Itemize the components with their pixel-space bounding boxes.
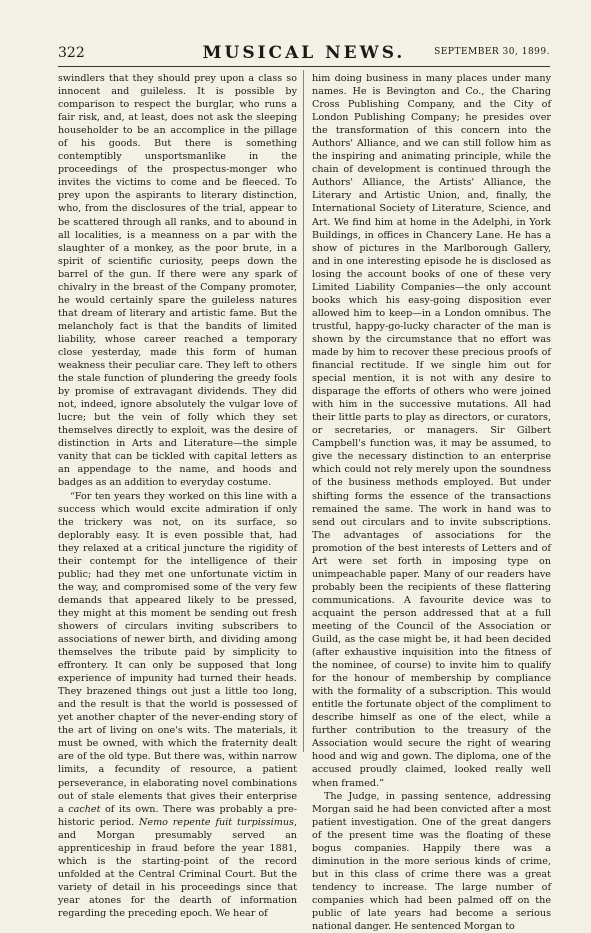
left-paragraph-1: swindlers that they should prey upon a class so innocent and guileless. It is possible by comparison to respect the burglar, who runs a fair risk, and, at least, does not ask the sleeping householder to be an accomplice in the pillage of his goods. But there is something contemptibly unsportsmanlike in the proceedings of the prospectus-monger who invites the victims to come and be fleeced. To prey upon the aspirants to literary distinction, who, from the disclosures of the trial, appear to be scattered through all ranks, and to abound in all localities, is a meanness on a par with the slaughter of a monkey, as the poor brute, in a spirit of scientific curiosity, peeps down the barrel of the gun. If there were any spark of chivalry in the breast of the Company promoter, he would certainly spare the guileless natures that dream of literary and artistic fame. But the melancholy fact is that the bandits of limited liability, whose career reached a temporary close yesterday, made this form of human weakness their peculiar care. They left to others the stale function of plundering the greedy fools by promise of extravagant dividends. They did not, indeed, ignore absolutely the vulgar love of lucre; but the vein of folly which they set themselves directly to exploit, was the desire of distinction in Arts and Literature—the simple vanity that can be tickled with capital letters as an appendage to the name, and hoods and badges as an addition to everyday costume. <box>58 73 297 489</box>
latin-quote: Nemo repente fuit turpissimus <box>139 816 294 828</box>
paragraph-text: , and Morgan presumably served an apprenticeship in fraud before the year 1881, which is the starting-point of the record unfolded at the Central Criminal Court. But the variety of detail in his proceedings since that year atones for the dearth of information regarding the preceding epoch. We hear of <box>58 816 297 919</box>
column-divider <box>303 70 304 752</box>
right-paragraph-2: The Judge, in passing sentence, addressing Morgan said he had been convicted after a most patient investigation. One of the great dangers of the present time was the floating of these bogus companies. Happily there was a diminution in the more serious kinds of crime, but in this class of crime there was a great tendency to increase. The large number of companies which had been palmed off on the public of late years had become a serious national danger. He sentenced Morgan to <box>312 790 551 933</box>
right-paragraph-1: him doing business in many places under many names. He is Bevington and Co., the Charing Cross Publishing Company, and the City of London Publishing Company; he presides over the transformation of this concern into the Authors' Alliance, and we can still follow him as the inspiring and animating principle, while the chain of development is continued through the Authors' Alliance, the Artists' Alliance, the Literary and Artistic Union, and, finally, the International Society of Literature, Science, and Art. We find him at home in the Adelphi, in York Buildings, in offices in Chancery Lane. He has a show of pictures in the Marlborough Gallery, and in one interesting episode he is disclosed as losing the account books of one of these very Limited Liability Companies—the only account books which his easy-going disposition ever allowed him to keep—in a London omnibus. The trustful, happy-go-lucky character of the man is shown by the circumstance that no effort was made by him to recover these precious proofs of financial rectitude. If we single him out for special mention, it is not with any desire to disparage the efforts of others who were joined with him in the successive mutations. All had their little parts to play as directors, or curators, or secretaries, or managers. Sir Gilbert Campbell's function was, it may be assumed, to give the necessary distinction to an enterprise which could not rely merely upon the soundness of the business methods employed. But under shifting forms the essence of the transactions remained the same. The work in hand was to send out circulars and to invite subscriptions. The advantages of associations for the promotion of the best interests of Letters and of Art were set forth in imposing type on unimpeachable paper. Many of our readers have probably been the recipients of these flattering communications. A favourite device was to acquaint the person addressed that at a full meeting of the Council of the Association or Guild, as the case might be, it had been decided (after exhaustive inquisition into the fitness of the nominee, of course) to invite him to qualify for the honour of membership by compliance with the formality of a subscription. This would entitle the fortunate object of the compliment to describe himself as one of the elect, while a further contribution to the treasury of the Association would secure the right of wearing hood and wig and gown. The diploma, one of the accused proudly claimed, looked really well when framed.” <box>312 73 551 789</box>
paragraph-text: “For ten years they worked on this line with a success which would excite admiration if only the trickery was not, on its surface, so deplorably easy. It is even possible that, had they relaxed at a critical juncture the rigidity of their contempt for the intelligence of their public; had they met one unfortunate victim in the way, and compromised some of the very few demands that appeared likely to be pressed, they might at this moment be sending out fresh showers of circulars inviting subscribers to associations of newer birth, and dividing among themselves the tribute paid by simplicity to effrontery. It can only be supposed that long experience of impunity had turned their heads. They brazened things out just a little too long, and the result is that the world is possessed of yet another chapter of the never-ending story of the art of living on one's wits. The materials, it must be owned, with which the fraternity dealt are of the old type. But there was, within narrow limits, a fecundity of resource, a patient perseverance, in elaborating novel combinations out of stale elements that gives their enterprise a <box>58 490 297 815</box>
right-column <box>312 72 551 933</box>
issue-date: SEPTEMBER 30, 1899. <box>434 47 550 57</box>
header-rule <box>58 66 550 67</box>
left-paragraph-2 <box>58 490 297 921</box>
paragraph-text: of its own. There was probably a pre-historic period. <box>58 803 297 828</box>
page-number: 322 <box>58 45 85 61</box>
italic-term: cachet <box>68 803 101 815</box>
masthead-title: MUSICAL NEWS. <box>202 43 406 63</box>
page-header <box>58 43 550 65</box>
left-column <box>58 72 297 920</box>
